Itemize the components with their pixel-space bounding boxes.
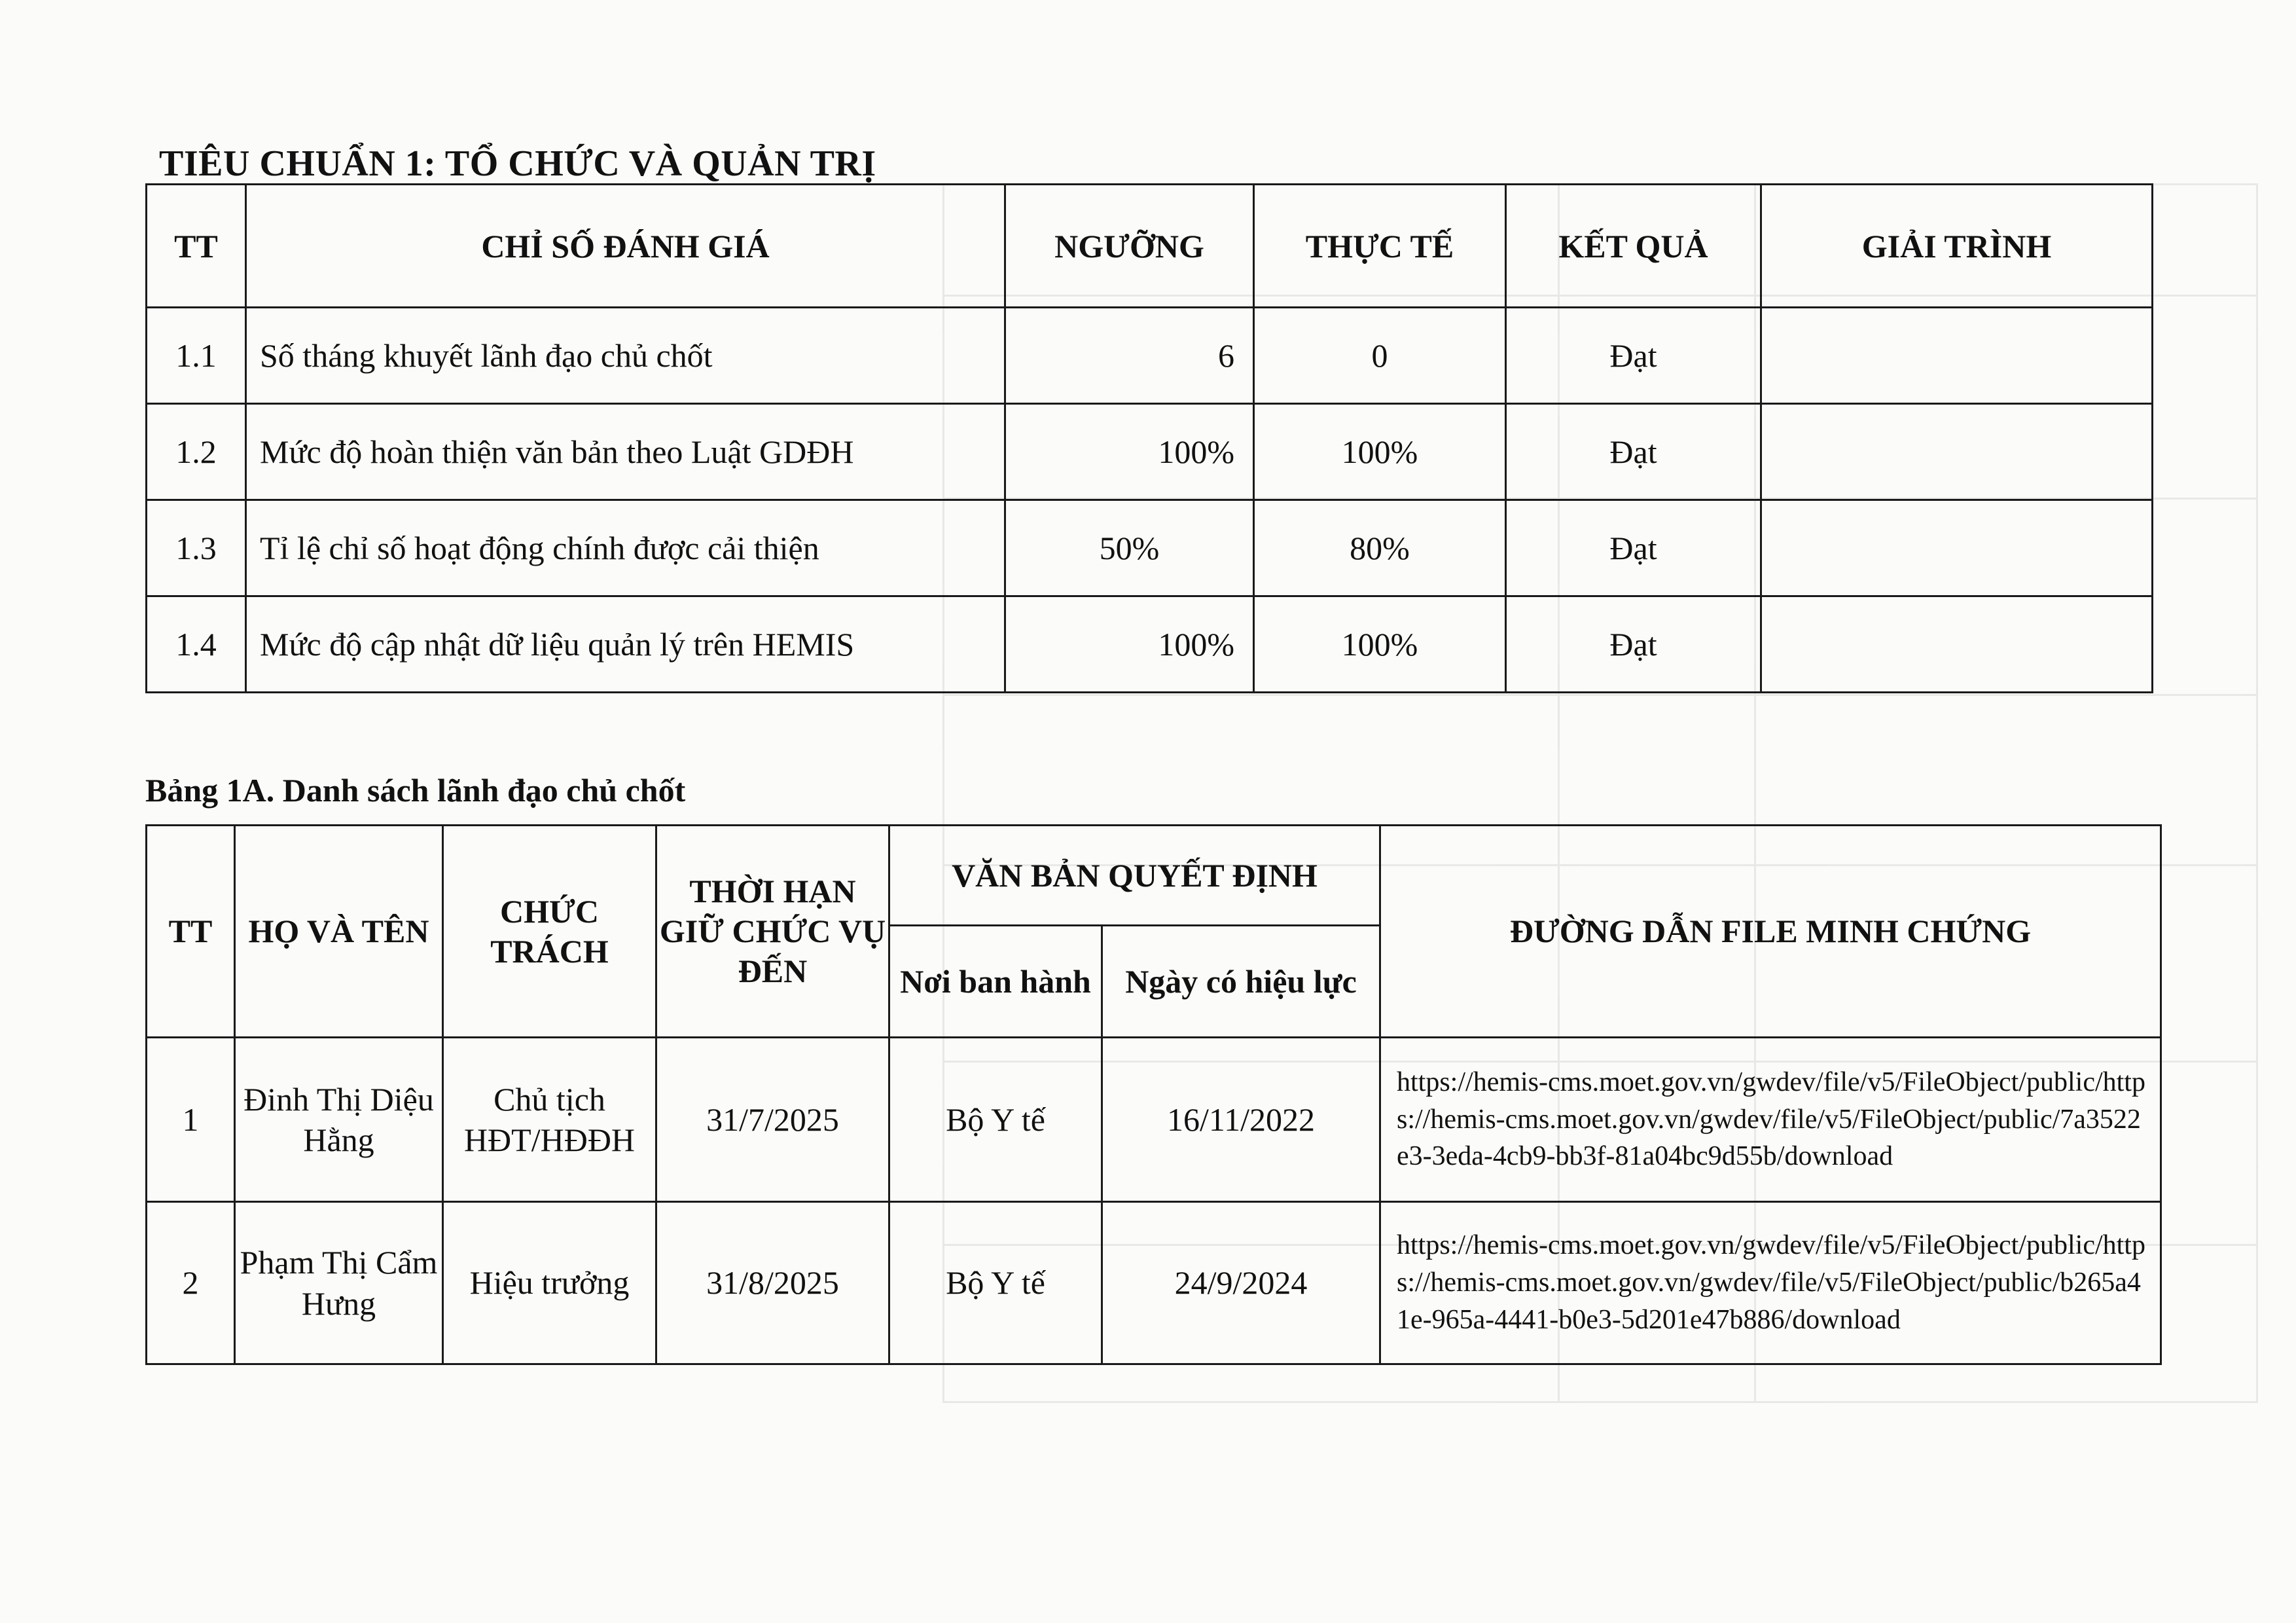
cell-threshold: 50% [1005,500,1254,596]
cell-indicator: Số tháng khuyết lãnh đạo chủ chốt [246,308,1005,404]
col-header-indicator: CHỈ SỐ ĐÁNH GIÁ [246,185,1005,308]
table-row [147,1202,2161,1364]
table-row [147,308,2153,404]
col-header-decision: VĂN BẢN QUYẾT ĐỊNH [889,826,1380,926]
cell-threshold: 100% [1005,404,1254,500]
criteria-table [145,183,2153,693]
cell-actual: 100% [1254,404,1506,500]
cell-tt: 1.3 [147,500,246,596]
cell-tt: 2 [147,1202,235,1364]
evidence-link[interactable]: https://hemis-cms.moet.gov.vn/gwdev/file/v5/FileObject/public/https://hemis-cms.moet.gov.vn/gwdev/file/v5/FileObject/public/7a3522e3-3eda-4cb9-bb3f-81a04bc9d55b/download [1380,1038,2161,1202]
col-header-tt: TT [147,185,246,308]
cell-position: Hiệu trưởng [443,1202,656,1364]
cell-tt: 1.4 [147,596,246,693]
cell-indicator: Mức độ hoàn thiện văn bản theo Luật GDĐH [246,404,1005,500]
col-header-explanation: GIẢI TRÌNH [1761,185,2153,308]
cell-issuer: Bộ Y tế [889,1202,1102,1364]
col-header-tt: TT [147,826,235,1038]
col-header-result: KẾT QUẢ [1506,185,1761,308]
cell-result: Đạt [1506,500,1761,596]
leaders-table [145,824,2162,1365]
col-header-threshold: NGƯỠNG [1005,185,1254,308]
cell-indicator: Mức độ cập nhật dữ liệu quản lý trên HEMIS [246,596,1005,693]
cell-explanation [1761,500,2153,596]
cell-actual: 100% [1254,596,1506,693]
col-header-term: THỜI HẠN GIỮ CHỨC VỤ ĐẾN [656,826,889,1038]
table-row [147,500,2153,596]
col-header-position: CHỨC TRÁCH [443,826,656,1038]
cell-tt: 1 [147,1038,235,1202]
cell-result: Đạt [1506,596,1761,693]
cell-indicator: Tỉ lệ chỉ số hoạt động chính được cải thiện [246,500,1005,596]
criteria-header-row [147,185,2153,308]
cell-actual: 0 [1254,308,1506,404]
col-header-actual: THỰC TẾ [1254,185,1506,308]
col-header-issuer: Nơi ban hành [889,926,1102,1038]
leaders-table-title: Bảng 1A. Danh sách lãnh đạo chủ chốt [145,772,686,809]
col-header-effective-date: Ngày có hiệu lực [1102,926,1380,1038]
cell-explanation [1761,308,2153,404]
cell-tt: 1.2 [147,404,246,500]
cell-position: Chủ tịch HĐT/HĐĐH [443,1038,656,1202]
cell-term: 31/7/2025 [656,1038,889,1202]
cell-result: Đạt [1506,404,1761,500]
cell-issuer: Bộ Y tế [889,1038,1102,1202]
table-row [147,404,2153,500]
leaders-header-row [147,826,2161,926]
cell-explanation [1761,596,2153,693]
table-row [147,596,2153,693]
cell-threshold: 6 [1005,308,1254,404]
cell-threshold: 100% [1005,596,1254,693]
col-header-name: HỌ VÀ TÊN [235,826,443,1038]
cell-name: Phạm Thị Cẩm Hưng [235,1202,443,1364]
cell-effective-date: 16/11/2022 [1102,1038,1380,1202]
cell-effective-date: 24/9/2024 [1102,1202,1380,1364]
cell-name: Đinh Thị Diệu Hằng [235,1038,443,1202]
cell-tt: 1.1 [147,308,246,404]
cell-result: Đạt [1506,308,1761,404]
cell-actual: 80% [1254,500,1506,596]
evidence-link[interactable]: https://hemis-cms.moet.gov.vn/gwdev/file/v5/FileObject/public/https://hemis-cms.moet.gov.vn/gwdev/file/v5/FileObject/public/b265a41e-965a-4441-b0e3-5d201e47b886/download [1380,1202,2161,1364]
cell-term: 31/8/2025 [656,1202,889,1364]
standard-title: TIÊU CHUẨN 1: TỔ CHỨC VÀ QUẢN TRỊ [159,143,876,184]
col-header-evidence: ĐƯỜNG DẪN FILE MINH CHỨNG [1380,826,2161,1038]
table-row [147,1038,2161,1202]
cell-explanation [1761,404,2153,500]
